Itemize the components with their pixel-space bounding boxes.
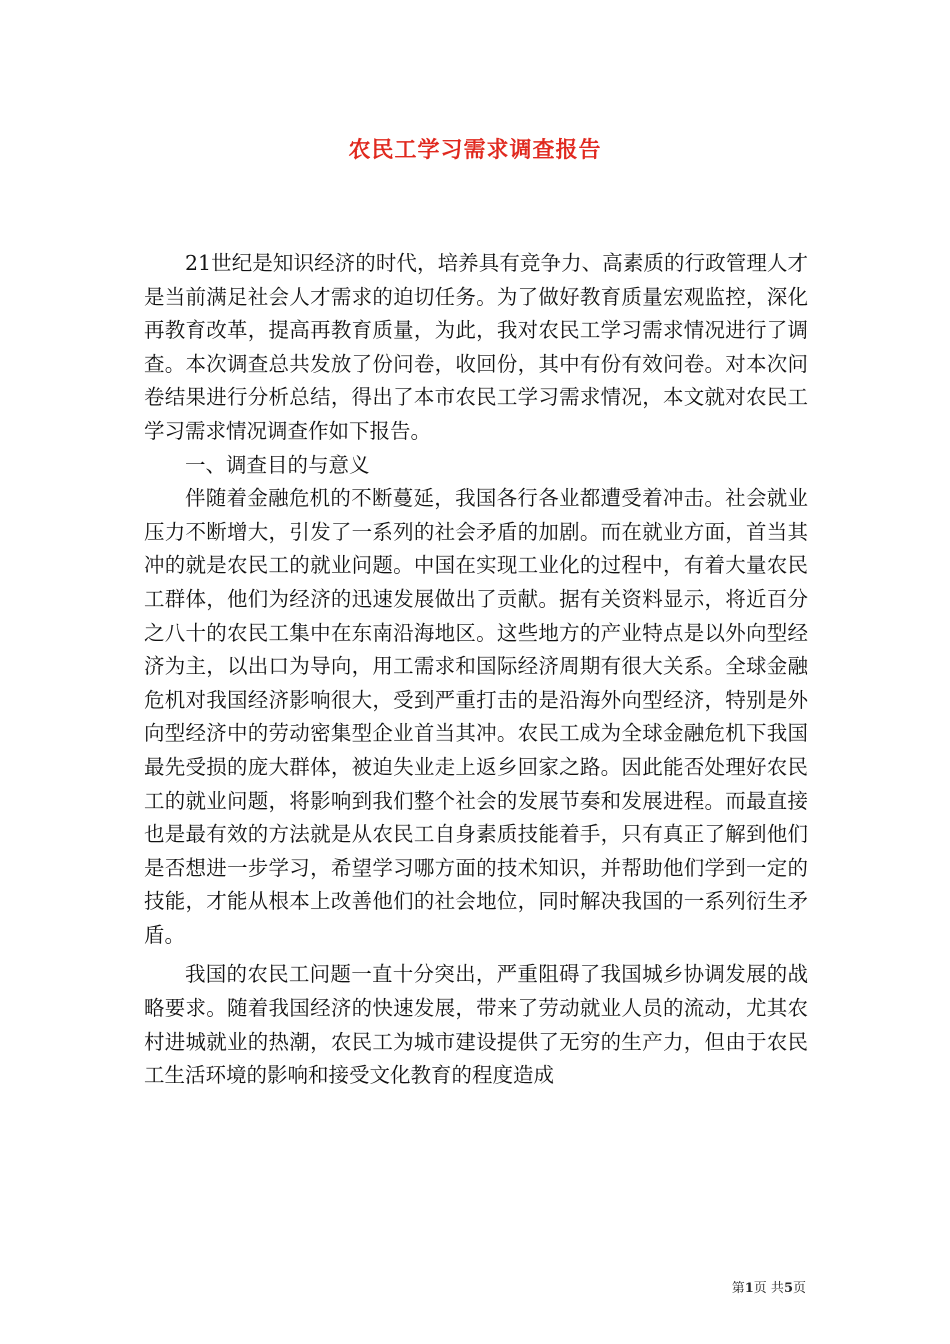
footer-prefix: 第 bbox=[731, 1281, 745, 1296]
page-number-footer bbox=[732, 1277, 806, 1296]
document-title: 农民工学习需求调查报告 bbox=[348, 137, 602, 163]
footer-suffix: 页 bbox=[792, 1281, 806, 1296]
footer-middle: 页 共 bbox=[753, 1281, 784, 1296]
paragraph-background: 伴随着金融危机的不断蔓延，我国各行各业都遭受着冲击。社会就业压力不断增大，引发了一系列的社会矛盾的加剧。而在就业方面，首当其冲的就是农民工的就业问题。中国在实现工业化的过程中，有着大量农民工群体，他们为经济的迅速发展做出了贡献。据有关资料显示，将近百分之八十的农民工集中在东南沿海地区。这些地方的产业特点是以外向型经济为主，以出口为导向，用工需求和国际经济周期有很大关系。全球金融危机对我国经济影响很大，受到严重打击的是沿海外向型经济，特别是外向型经济中的劳动密集型企业首当其冲。农民工成为全球金融危机下我国最先受损的庞大群体，被迫失业走上返乡回家之路。因此能否处理好农民工的就业问题，将影响到我们整个社会的发展节奏和发展进程。而最直接也是最有效的方法就是从农民工自身素质技能着手，只有真正了解到他们是否想进一步学习，希望学习哪方面的技术知识，并帮助他们学到一定的技能，才能从根本上改善他们的社会地位，同时解决我国的一系列衍生矛盾。 bbox=[144, 486, 808, 947]
paragraph-intro: 21世纪是知识经济的时代，培养具有竞争力、高素质的行政管理人才是当前满足社会人才需求的迫切任务。为了做好教育质量宏观监控，深化再教育改革，提高再教育质量，为此，我对农民工学习需求情况进行了调查。本次调查总共发放了份问卷，收回份，其中有份有效问卷。对本次问卷结果进行分析总结，得出了本市农民工学习需求情况，本文就对农民工学习需求情况调查作如下报告。 bbox=[144, 251, 808, 443]
footer-current-page: 1 bbox=[744, 1281, 754, 1296]
paragraph-problem: 我国的农民工问题一直十分突出，严重阻碍了我国城乡协调发展的战略要求。随着我国经济的快速发展，带来了劳动就业人员的流动，尤其农村进城就业的热潮，农民工为城市建设提供了无穷的生产力，但由于农民工生活环境的影响和接受文化教育的程度造成 bbox=[144, 962, 808, 1088]
section-heading: 一、调查目的与意义 bbox=[185, 452, 370, 477]
document-body bbox=[144, 247, 808, 1093]
footer-total-pages: 5 bbox=[783, 1281, 793, 1296]
